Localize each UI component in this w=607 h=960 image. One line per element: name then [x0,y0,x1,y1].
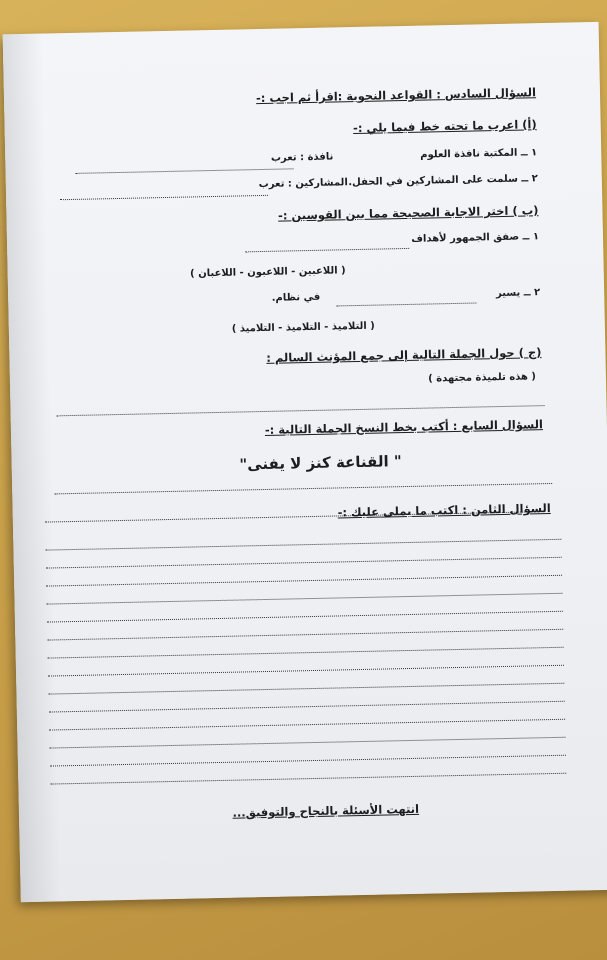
dictation-line[interactable] [48,647,564,659]
q6-a-item1-sentence: ١ ــ المكتبة نافذة العلوم [420,147,538,161]
q6-c-sentence: ( هذه تلميذة مجتهدة ) [428,371,537,385]
q7-quote: " القناعة كنز لا يفنى" [239,452,402,474]
dictation-line[interactable] [47,611,563,623]
dictation-line[interactable] [50,773,566,785]
dictation-line[interactable] [46,557,562,569]
q7-answer-line-1[interactable] [54,483,552,494]
q6-b-item1-answer-line[interactable] [245,248,409,252]
q6-a-item1-word: نافذة : تعرب [270,151,334,164]
q6-a-item2-answer-line[interactable] [60,195,268,200]
q6-a-item2-word: المشاركين : تعرب [258,177,348,191]
q7-title: السؤال السابع : أكتب بخط النسخ الجملة التالية :- [264,417,544,437]
q6-part-b-title: (ب ) اختر الاجابة الصحيحة مما بين القوسين :- [277,203,539,223]
q8-title: السؤال الثامن : اكتب ما يملى عليك :- [337,501,551,520]
q6-b-item1: ١ ــ صفق الجمهور لأهداف [411,231,540,245]
q6-a-item1-answer-line[interactable] [76,168,294,174]
dictation-lines [3,22,599,34]
q6-b-item2-answer-line[interactable] [336,303,476,307]
dictation-line[interactable] [47,593,563,605]
q6-b-item2: ٢ ــ يسير [495,287,541,300]
dictation-line[interactable] [46,575,562,587]
dictation-line[interactable] [48,665,564,677]
dictation-line[interactable] [49,701,565,713]
dictation-line[interactable] [50,755,566,767]
q6-b-item2-suffix: في نظام. [271,291,321,304]
dictation-line[interactable] [48,683,564,695]
q6-b-item2-options: ( التلاميذ - التلاميذ - التلاميذ ) [231,320,375,335]
dictation-line[interactable] [47,629,563,641]
q6-part-c-title: (ج ) حول الجملة التالية إلى جمع المؤنث السالم : [266,345,542,365]
dictation-line[interactable] [45,539,561,551]
q6-c-answer-line[interactable] [57,405,545,416]
dictation-line[interactable] [50,737,566,749]
q6-title: السؤال السادس : القواعد النحوية :اقرأ ثم اجب :- [255,85,537,106]
q6-part-a-title: (أ) اعرب ما تحته خط فيما يلي :- [352,117,537,136]
dictation-line[interactable] [49,719,565,731]
exam-paper [3,22,607,902]
q6-b-item1-options: ( اللاعبين - اللاعبون - اللاعبان ) [190,265,346,280]
closing-text: انتهت الأسئلة بالنجاح والتوفيق... [232,801,420,820]
page-fold-shadow [3,34,61,903]
q6-a-item2-sentence: ٢ ــ سلمت على المشاركين في الحفل. [348,173,538,189]
